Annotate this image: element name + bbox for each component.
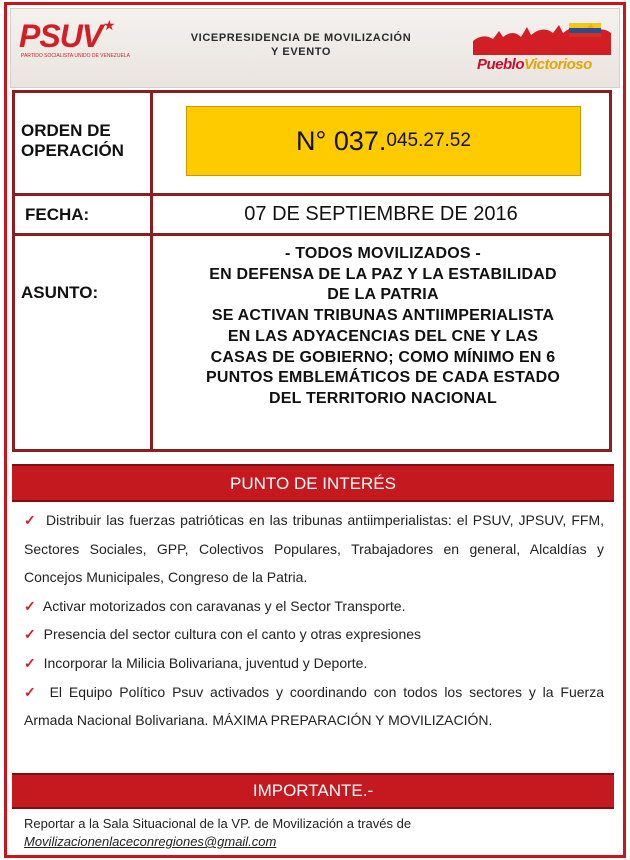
subject-text xyxy=(153,236,609,449)
email-link[interactable]: Movilizacionenlaceconregiones@gmail.com xyxy=(24,834,277,849)
banner-title xyxy=(146,31,456,59)
list-item-text: Presencia del sector cultura con el canto y otras expresiones xyxy=(43,626,422,643)
checkmark-icon: ✓ xyxy=(24,512,37,528)
date-label: FECHA: xyxy=(15,196,153,233)
list-item xyxy=(24,649,604,678)
list-item xyxy=(24,506,604,592)
list-item-text: El Equipo Político Psuv activados y coordinando con todos los sectores y la Fuerza Armada Nacional Bolivariana. MÁXIMA PREPARACIÓN Y MOVILIZACIÓN. xyxy=(24,683,605,729)
list-item-text: Activar motorizados con caravanas y el Sector Transporte. xyxy=(42,597,406,614)
checkmark-icon: ✓ xyxy=(24,654,36,671)
psuv-logo xyxy=(19,19,134,65)
pueblo-word-part2: Victorioso xyxy=(524,56,592,73)
subject-label: ASUNTO: xyxy=(15,236,153,449)
points-of-interest-list xyxy=(24,506,604,735)
subject-line: PUNTOS EMBLEMÁTICOS DE CADA ESTADO xyxy=(205,369,561,387)
checkmark-icon: ✓ xyxy=(24,626,36,643)
order-label-line2: OPERACIÓN xyxy=(21,141,124,160)
subject-line: CASAS DE GOBIERNO; COMO MÍNIMO EN 6 xyxy=(210,348,556,366)
subject-line: EN DEFENSA DE LA PAZ Y LA ESTABILIDAD xyxy=(209,265,557,283)
list-item xyxy=(24,678,604,735)
subject-line: DEL TERRITORIO NACIONAL xyxy=(268,389,497,407)
pueblo-word-part1: Pueblo xyxy=(477,56,525,73)
order-number-box xyxy=(186,106,581,176)
order-label xyxy=(15,93,153,193)
psuv-logo-word: PSUV xyxy=(19,18,103,54)
subject-line: - TODOS MOVILIZADOS - xyxy=(285,245,481,262)
list-item-text: Distribuir las fuerzas patrióticas en las tribunas antiimperialistas: el PSUV, JPSUV, FFM, Sectores Sociales, GPP, Colectivos Populares, Trabajadores en general, Alcaldías y Concejos Municipales, Congreso de la Patria. xyxy=(24,512,604,586)
checkmark-icon: ✓ xyxy=(24,597,36,614)
subject-line: SE ACTIVAN TRIBUNAS ANTIIMPERIALISTA xyxy=(211,307,555,325)
banner-title-line1: VICEPRESIDENCIA DE MOVILIZACIÓN xyxy=(190,32,412,44)
header-banner xyxy=(10,8,620,88)
psuv-logo-tagline: PARTIDO SOCIALISTA UNIDO DE VENEZUELA xyxy=(21,53,130,59)
checkmark-icon: ✓ xyxy=(24,683,39,700)
pueblo-victorioso-word xyxy=(477,57,592,73)
list-item xyxy=(24,620,604,649)
important-text: Reportar a la Sala Situacional de la VP. de Movilización a través de xyxy=(24,816,412,831)
important-note xyxy=(24,815,584,851)
subject-line: EN LAS ADYACENCIAS DEL CNE Y LAS xyxy=(227,327,539,345)
list-item xyxy=(24,592,604,621)
important-header: IMPORTANTE.- xyxy=(12,773,614,809)
points-of-interest-header: PUNTO DE INTERÉS xyxy=(12,464,614,502)
crowd-flag-icon xyxy=(473,21,611,55)
date-value: 07 DE SEPTIEMBRE DE 2016 xyxy=(244,203,518,225)
pueblo-victorioso-logo xyxy=(473,17,611,77)
operation-info-table xyxy=(12,90,612,452)
order-number-rest: 045.27.52 xyxy=(386,130,471,151)
subject-row xyxy=(15,236,609,449)
subject-line: DE LA PATRIA xyxy=(327,286,439,304)
order-row xyxy=(15,93,609,196)
date-row xyxy=(15,196,609,236)
list-item-text: Incorporar la Milicia Bolivariana, juventud y Deporte. xyxy=(43,654,368,671)
banner-title-line2: Y EVENTO xyxy=(270,46,332,58)
order-label-line1: ORDEN DE xyxy=(21,121,111,140)
star-icon: ★ xyxy=(103,17,116,33)
order-value-cell xyxy=(153,93,609,193)
order-number-main: N° 037. xyxy=(296,126,387,156)
